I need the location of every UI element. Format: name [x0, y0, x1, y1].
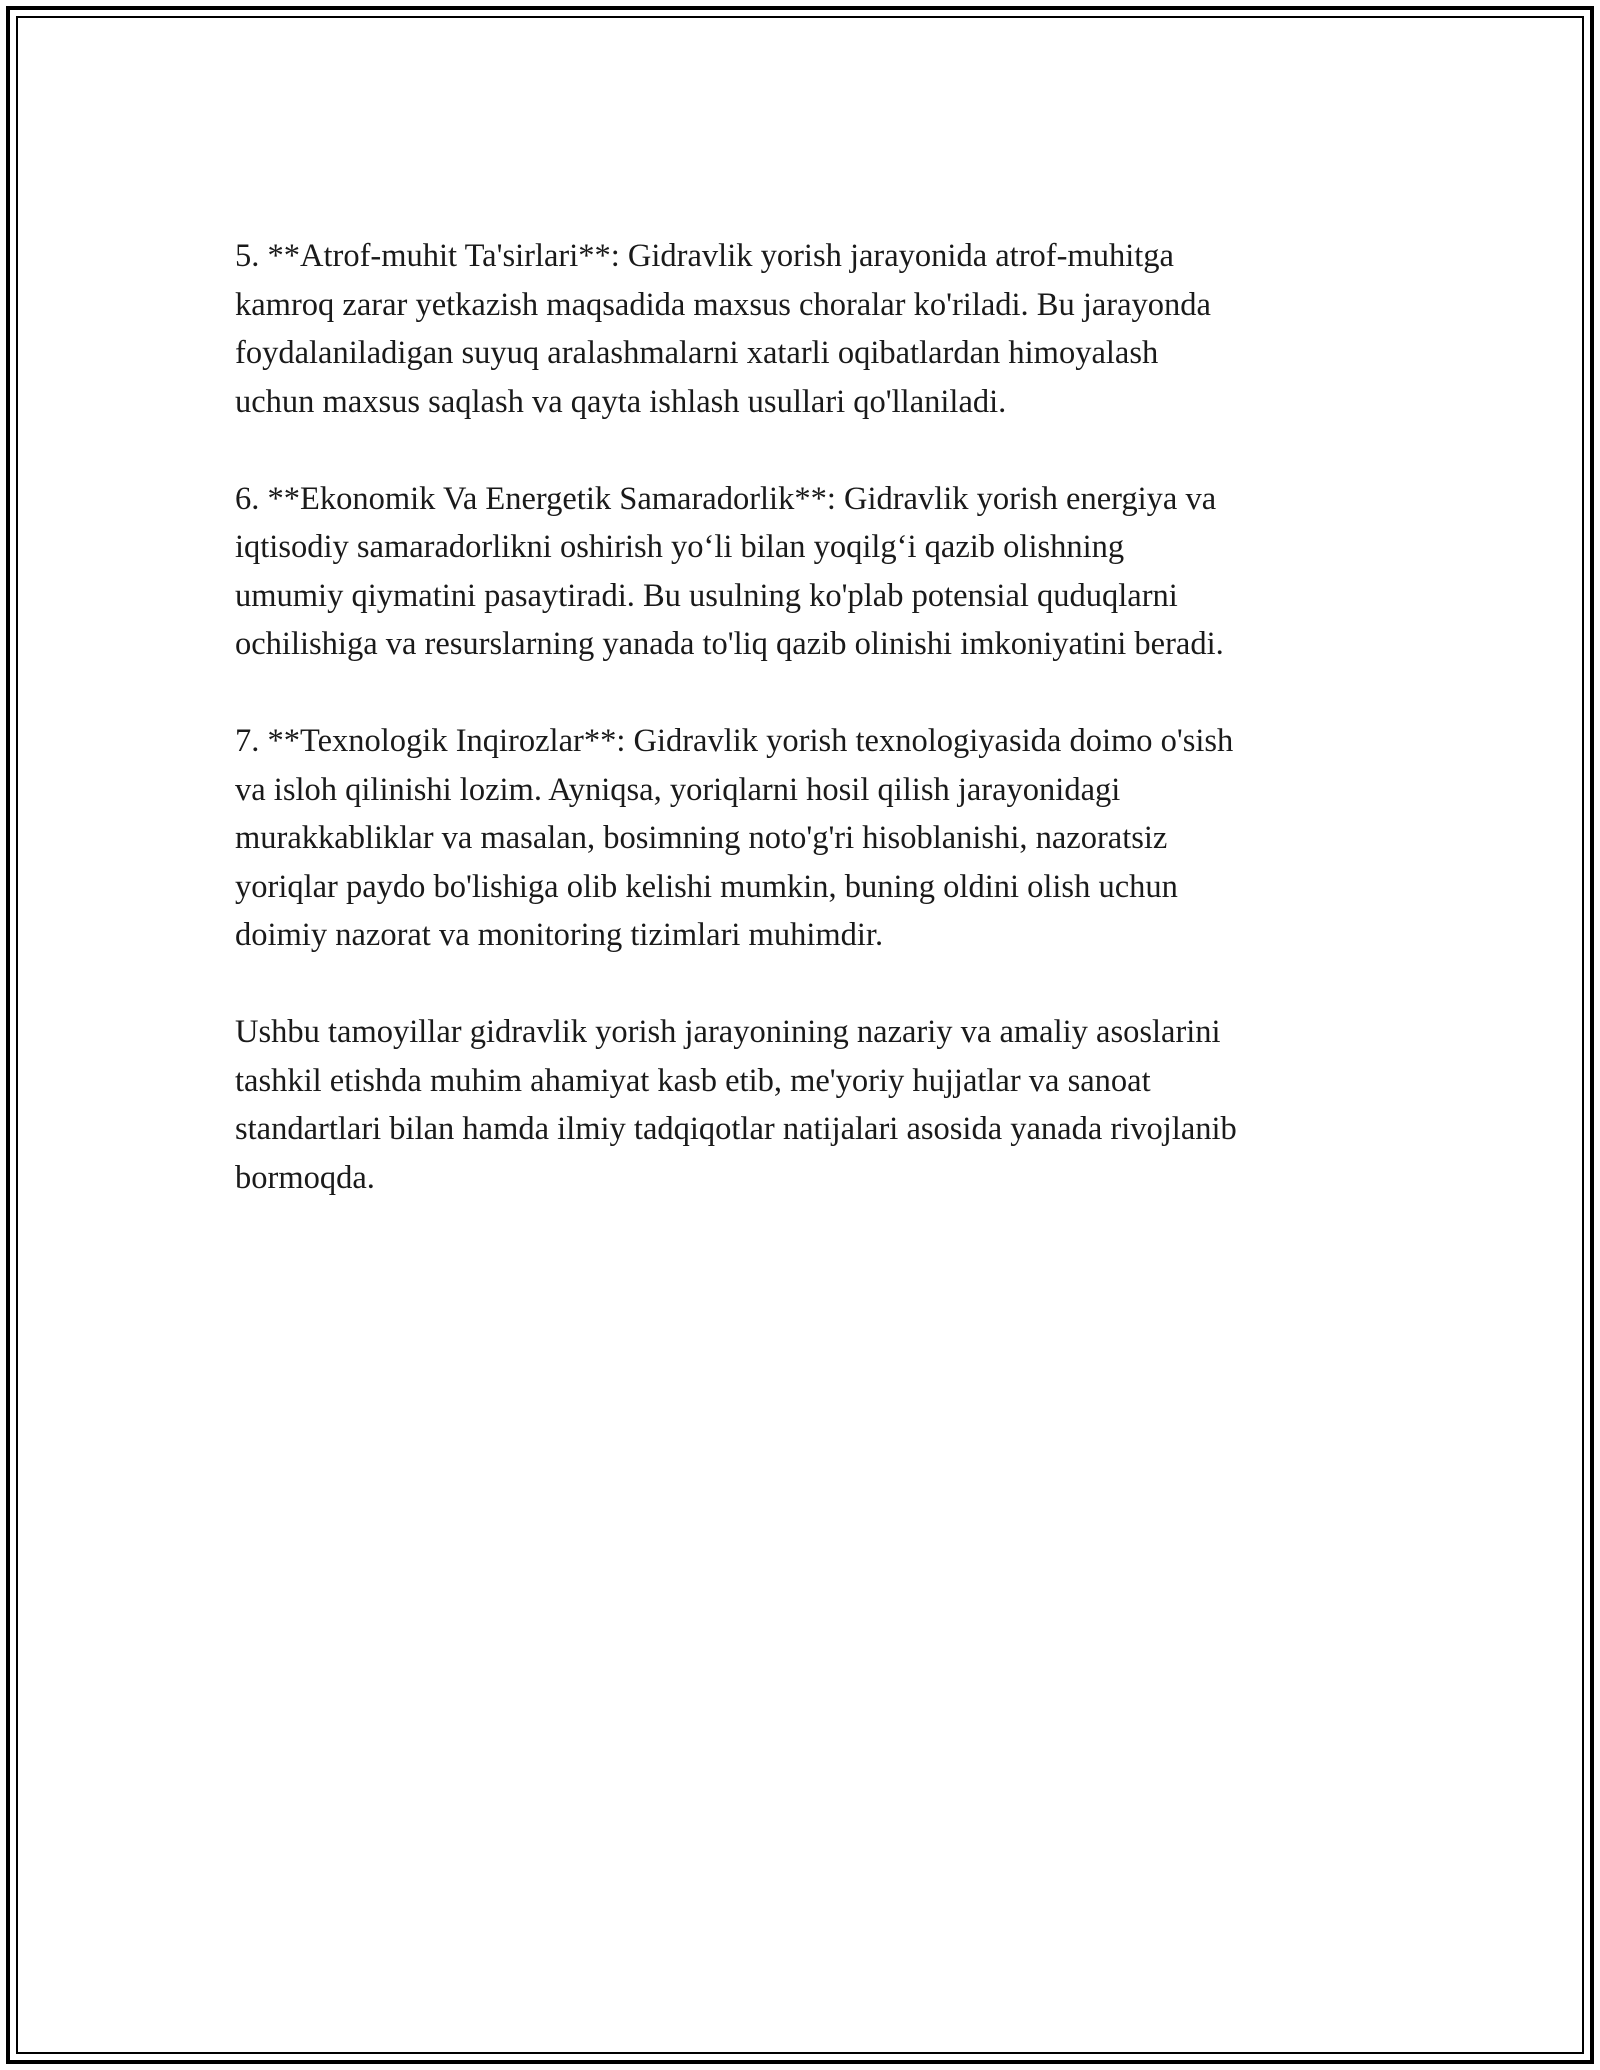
paragraph-line: yoriqlar paydo bo'lishiga olib kelishi mumkin, buning oldini olish uchun: [235, 868, 1178, 905]
paragraph-atrof-muhit: [235, 232, 1385, 426]
paragraph-line: kamroq zarar yetkazish maqsadida maxsus choralar ko'riladi. Bu jarayonda: [235, 286, 1211, 323]
paragraph-line: bormoqda.: [235, 1159, 375, 1196]
paragraph-line: 6. **Ekonomik Va Energetik Samaradorlik**: Gidravlik yorish energiya va: [235, 480, 1217, 517]
paragraph-line: tashkil etishda muhim ahamiyat kasb etib, me'yoriy hujjatlar va sanoat: [235, 1062, 1151, 1099]
paragraph-line: 7. **Texnologik Inqirozlar**: Gidravlik yorish texnologiyasida doimo o'sish: [235, 723, 1234, 759]
document-body: [235, 232, 1385, 1251]
paragraph-line: uchun maxsus saqlash va qayta ishlash usullari qo'llaniladi.: [235, 383, 1007, 420]
paragraph-line: murakkabliklar va masalan, bosimning noto'g'ri hisoblanishi, nazoratsiz: [235, 820, 1168, 856]
paragraph-line: foydalaniladigan suyuq aralashmalarni xatarli oqibatlardan himoyalash: [235, 335, 1159, 371]
paragraph-line: ochilishiga va resurslarning yanada to'liq qazib olinishi imkoniyatini beradi.: [235, 626, 1224, 662]
paragraph-texnologik: [235, 717, 1385, 960]
paragraph-line: iqtisodiy samaradorlikni oshirish yo‘li bilan yoqilg‘i qazib olishning: [235, 529, 1125, 565]
paragraph-line: standartlari bilan hamda ilmiy tadqiqotlar natijalari asosida yanada rivojlanib: [235, 1111, 1237, 1147]
paragraph-line: va isloh qilinishi lozim. Ayniqsa, yoriqlarni hosil qilish jarayonidagi: [235, 771, 1121, 808]
paragraph-conclusion: [235, 1008, 1385, 1202]
paragraph-line: 5. **Atrof-muhit Ta'sirlari**: Gidravlik yorish jarayonida atrof-muhitga: [235, 238, 1174, 274]
paragraph-ekonomik: [235, 475, 1385, 669]
paragraph-line: doimiy nazorat va monitoring tizimlari muhimdir.: [235, 917, 884, 953]
paragraph-line: umumiy qiymatini pasaytiradi. Bu usulning ko'plab potensial quduqlarni: [235, 577, 1178, 614]
paragraph-line: Ushbu tamoyillar gidravlik yorish jarayonining nazariy va amaliy asoslarini: [235, 1014, 1221, 1050]
